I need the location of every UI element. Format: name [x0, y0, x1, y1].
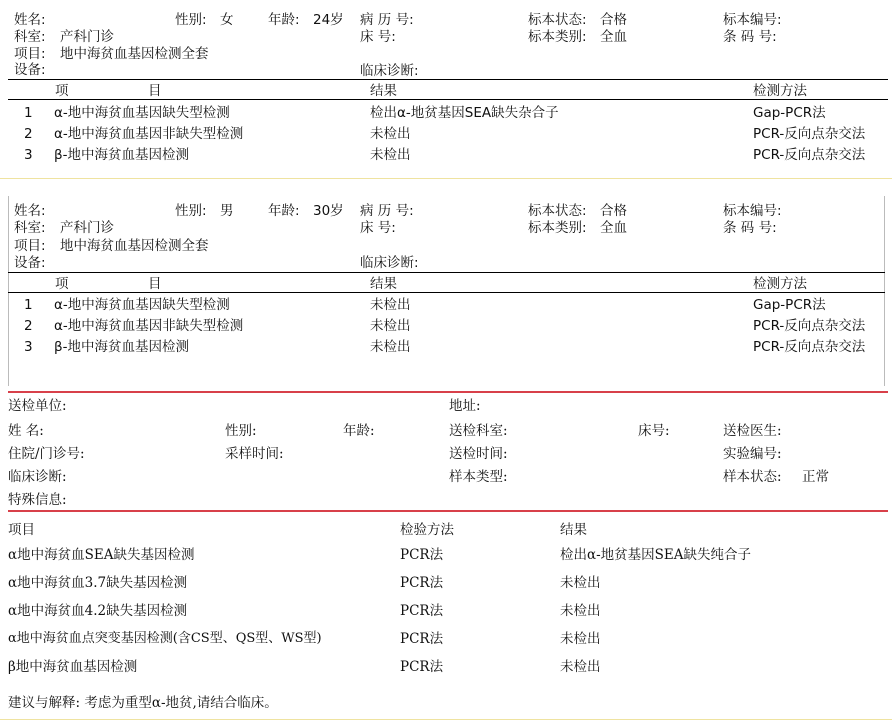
table-rule — [8, 292, 885, 293]
row-item: α-地中海贫血基因缺失型检测 — [54, 105, 230, 121]
gender-value: 男 — [220, 203, 234, 219]
section-divider — [0, 178, 892, 179]
row-method: PCR-反向点杂交法 — [753, 126, 866, 142]
gender-label: 性别: — [225, 423, 257, 439]
row-item: α地中海贫血3.7缺失基因检测 — [8, 575, 188, 591]
sample-status-value: 合格 — [600, 12, 627, 28]
row-result: 未检出 — [370, 318, 411, 334]
row-result: 检出α-地贫基因SEA缺失纯合子 — [560, 547, 752, 563]
diagnosis-label: 临床诊断: — [360, 63, 419, 79]
inpatient-label: 住院/门诊号: — [8, 446, 85, 462]
device-label: 设备: — [14, 62, 46, 78]
doctor-label: 送检医生: — [723, 423, 782, 439]
row-number: 2 — [24, 318, 33, 334]
row-item: β-地中海贫血基因检测 — [54, 339, 189, 355]
col-method: 检测方法 — [753, 83, 807, 99]
table-rule — [8, 99, 888, 100]
left-border — [8, 196, 9, 386]
col-result: 结果 — [370, 83, 397, 99]
right-border — [884, 196, 885, 386]
row-number: 2 — [24, 126, 33, 142]
sample-status-value: 正常 — [802, 469, 829, 485]
row-method: PCR法 — [400, 631, 444, 647]
sample-status-label: 样本状态: — [723, 469, 782, 485]
col-item: 项目 — [8, 522, 35, 538]
row-method: PCR-反向点杂交法 — [753, 318, 866, 334]
sample-no-label: 标本编号: — [723, 203, 782, 219]
device-label: 设备: — [14, 255, 46, 271]
age-value: 24岁 — [313, 12, 344, 28]
row-method: PCR法 — [400, 659, 444, 675]
sample-type-value: 全血 — [600, 29, 627, 45]
special-info-label: 特殊信息: — [8, 492, 67, 508]
col-item-a: 项 — [55, 276, 69, 292]
row-result: 未检出 — [370, 126, 411, 142]
sample-status-label: 标本状态: — [528, 12, 587, 28]
record-no-label: 病 历 号: — [360, 203, 414, 219]
header-rule — [8, 79, 888, 80]
address-label: 地址: — [449, 398, 481, 414]
row-item: β地中海贫血基因检测 — [8, 659, 138, 675]
dept-label: 科室: — [14, 220, 46, 236]
row-method: PCR-反向点杂交法 — [753, 147, 866, 163]
sample-status-label: 标本状态: — [528, 203, 587, 219]
sample-type-label: 标本类别: — [528, 29, 587, 45]
col-method: 检测方法 — [753, 276, 807, 292]
row-number: 1 — [24, 297, 33, 313]
sample-type-value: 全血 — [600, 220, 627, 236]
barcode-label: 条 码 号: — [723, 29, 777, 45]
row-item: α地中海贫血SEA缺失基因检测 — [8, 547, 195, 563]
bed-label: 床 号: — [360, 220, 396, 236]
diagnosis-label: 临床诊断: — [360, 255, 419, 271]
col-method: 检验方法 — [400, 522, 454, 538]
collect-time-label: 采样时间: — [225, 446, 284, 462]
sample-type-label: 样本类型: — [449, 469, 508, 485]
diagnosis-label: 临床诊断: — [8, 469, 67, 485]
row-item: α地中海贫血点突变基因检测(含CS型、QS型、WS型) — [8, 631, 322, 646]
row-result: 未检出 — [370, 147, 411, 163]
row-item: β-地中海贫血基因检测 — [54, 147, 189, 163]
row-method: Gap-PCR法 — [753, 297, 826, 313]
col-result: 结果 — [370, 276, 397, 292]
row-method: PCR法 — [400, 603, 444, 619]
bed-label: 床号: — [638, 423, 670, 439]
row-result: 未检出 — [370, 297, 411, 313]
project-label: 项目: — [14, 238, 46, 254]
record-no-label: 病 历 号: — [360, 12, 414, 28]
gender-label: 性别: — [175, 203, 207, 219]
row-method: PCR法 — [400, 547, 444, 563]
gender-label: 性别: — [175, 12, 207, 28]
dept-value: 产科门诊 — [60, 29, 114, 45]
name-label: 姓名: — [14, 203, 46, 219]
age-label: 年龄: — [343, 423, 375, 439]
name-label: 姓名: — [14, 12, 46, 28]
sample-type-label: 标本类别: — [528, 220, 587, 236]
col-item-a: 项 — [55, 83, 69, 99]
gender-value: 女 — [220, 12, 234, 28]
row-method: PCR法 — [400, 575, 444, 591]
row-result: 检出α-地贫基因SEA缺失杂合子 — [370, 105, 559, 121]
section-divider — [0, 719, 892, 720]
row-item: α-地中海贫血基因非缺失型检测 — [54, 126, 244, 142]
row-result: 未检出 — [560, 659, 601, 675]
row-result: 未检出 — [370, 339, 411, 355]
dept-label: 送检科室: — [449, 423, 508, 439]
row-method: Gap-PCR法 — [753, 105, 826, 121]
sample-status-value: 合格 — [600, 203, 627, 219]
project-value: 地中海贫血基因检测全套 — [60, 238, 209, 254]
row-item: α-地中海贫血基因缺失型检测 — [54, 297, 230, 313]
age-value: 30岁 — [313, 203, 344, 219]
name-label: 姓 名: — [8, 423, 44, 439]
col-item-b: 目 — [148, 83, 162, 99]
bed-label: 床 号: — [360, 29, 396, 45]
lab-no-label: 实验编号: — [723, 446, 782, 462]
row-number: 1 — [24, 105, 33, 121]
header-rule — [8, 272, 885, 273]
row-item: α地中海贫血4.2缺失基因检测 — [8, 603, 188, 619]
row-result: 未检出 — [560, 631, 601, 647]
row-result: 未检出 — [560, 603, 601, 619]
send-time-label: 送检时间: — [449, 446, 508, 462]
age-label: 年龄: — [268, 203, 300, 219]
sample-no-label: 标本编号: — [723, 12, 782, 28]
col-item-b: 目 — [148, 276, 162, 292]
advice-text: 建议与解释: 考虑为重型α-地贫,请结合临床。 — [8, 695, 278, 711]
red-separator-bottom — [8, 510, 888, 512]
project-value: 地中海贫血基因检测全套 — [60, 46, 209, 62]
col-result: 结果 — [560, 522, 587, 538]
dept-label: 科室: — [14, 29, 46, 45]
row-number: 3 — [24, 147, 33, 163]
row-result: 未检出 — [560, 575, 601, 591]
row-method: PCR-反向点杂交法 — [753, 339, 866, 355]
row-number: 3 — [24, 339, 33, 355]
barcode-label: 条 码 号: — [723, 220, 777, 236]
dept-value: 产科门诊 — [60, 220, 114, 236]
project-label: 项目: — [14, 46, 46, 62]
row-item: α-地中海贫血基因非缺失型检测 — [54, 318, 244, 334]
red-separator-top — [8, 391, 888, 393]
age-label: 年龄: — [268, 12, 300, 28]
unit-label: 送检单位: — [8, 398, 67, 414]
